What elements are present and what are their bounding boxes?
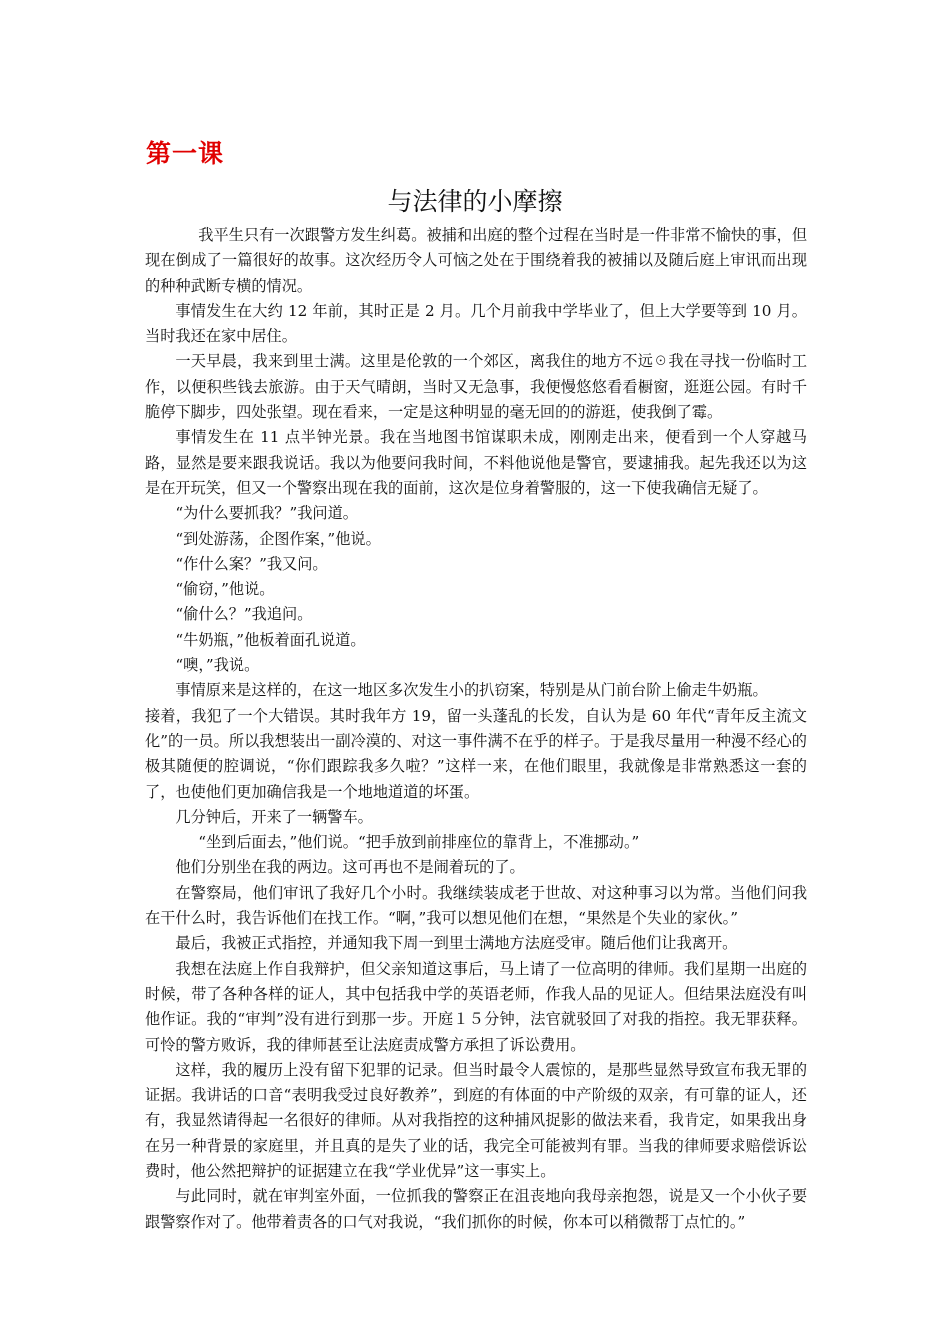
- paragraph: “为什么要抓我？”我问道。: [175, 504, 358, 523]
- paragraph: 最后，我被正式指控，并通知我下周一到里士满地方法庭受审。随后他们让我离开。: [175, 934, 738, 953]
- paragraph: “作什么案？”我又问。: [175, 554, 328, 573]
- paragraph: “偷窃，”他说。: [175, 580, 275, 599]
- paragraph: 这样，我的履历上没有留下犯罪的记录。但当时最令人震惊的，是那些显然导致宣布我无罪的证据。我讲话的口音“表明我受过良好教养”，到庭的有体面的中产阶级的双亲，有可靠的证人，还有，我显然请得起一名很好的律师。从对我指控的这种捕风捉影的做法来看，我肯定，如果我出身在另一种背景的家庭里，并且真的是失了业的话，我完全可能被判有罪。当我的律师要求赔偿诉讼费时，他公然把辩护的证据建立在我“学业优异”这一事实上。: [145, 1060, 807, 1180]
- paragraph: 一天早晨，我来到里士满。这里是伦敦的一个郊区，离我住的地方不远☉我在寻找一份临时工作，以便积些钱去旅游。由于天气晴朗，当时又无急事，我便慢悠悠看看橱窗，逛逛公园。有时千脆停下脚步，四处张望。现在看来，一定是这种明显的毫无回的的游逛，使我倒了霉。: [145, 352, 807, 422]
- paragraph: “牛奶瓶，”他板着面孔说道。: [175, 630, 366, 649]
- article-title: 与法律的小摩擦: [387, 187, 563, 216]
- paragraph: “噢，”我说。: [175, 656, 260, 675]
- paragraph: 几分钟后，开来了一辆警车。: [175, 807, 373, 826]
- paragraph: 接着，我犯了一个大错误。其时我年方 19，留一头蓬乱的长发，自认为是 60 年代“青年反主流文化”的一员。所以我想装出一副冷漠的、对这一事件满不在乎的样子。于是我尽量用一种漫不经心的极其随便的腔调说，“你们跟踪我多久啦？”这样一来，在他们眼里，我就像是非常熟悉这一套的了，也使他们更加确信我是一个地地道道的坏蛋。: [145, 706, 807, 801]
- paragraph: 事情发生在大约 12 年前，其时正是 2 月。几个月前我中学毕业了，但上大学要等到 10 月。当时我还在家中居住。: [145, 301, 807, 346]
- paragraph: “偷什么？”我追问。: [175, 605, 313, 624]
- paragraph: 事情发生在 11 点半钟光景。我在当地图书馆谋职未成，刚刚走出来，便看到一个人穿越马路，显然是要来跟我说话。我以为他要问我时间，不料他说他是警官，要逮捕我。起先我还以为这是在开玩笑，但又一个警察出现在我的面前，这次是位身着警服的，这一下使我确信无疑了。: [145, 428, 807, 497]
- lesson-label: 第一课: [146, 139, 225, 168]
- paragraph: “到处游荡，企图作案，”他说。: [175, 529, 381, 548]
- paragraph: “坐到后面去，”他们说。“把手放到前排座位的靠背上，不准挪动。”: [198, 833, 640, 852]
- paragraph: 在警察局，他们审讯了我好几个小时。我继续装成老于世故、对这种事习以为常。当他们问我在干什么时，我告诉他们在找工作。“啊，”我可以想见他们在想，“果然是个失业的家伙。”: [145, 883, 807, 928]
- paragraph: 他们分别坐在我的两边。这可再也不是闹着玩的了。: [175, 858, 525, 877]
- paragraph: 事情原来是这样的，在这一地区多次发生小的扒窃案，特别是从门前台阶上偷走牛奶瓶。: [175, 681, 768, 700]
- paragraph: 我想在法庭上作自我辩护，但父亲知道这事后，马上请了一位高明的律师。我们星期一出庭的时候，带了各种各样的证人，其中包括我中学的英语老师，作我人品的见证人。但结果法庭没有叫他作证。我的“审判”没有进行到那一步。开庭１５分钟，法官就驳回了对我的指控。我无罪获释。可怜的警方败诉，我的律师甚至让法庭责成警方承担了诉讼费用。: [145, 959, 807, 1054]
- paragraph: 与此同时，就在审判室外面，一位抓我的警察正在沮丧地向我母亲抱怨，说是又一个小伙子要跟警察作对了。他带着责各的口气对我说，“我们抓你的时候，你本可以稍微帮丁点忙的。”: [145, 1187, 807, 1231]
- article-body: [145, 223, 807, 1235]
- paragraph: 我平生只有一次跟警方发生纠葛。被捕和出庭的整个过程在当时是一件非常不愉快的事，但现在倒成了一篇很好的故事。这次经历令人可恼之处在于围绕着我的被捕以及随后庭上审讯而出现的种种武断专横的情况。: [145, 226, 807, 295]
